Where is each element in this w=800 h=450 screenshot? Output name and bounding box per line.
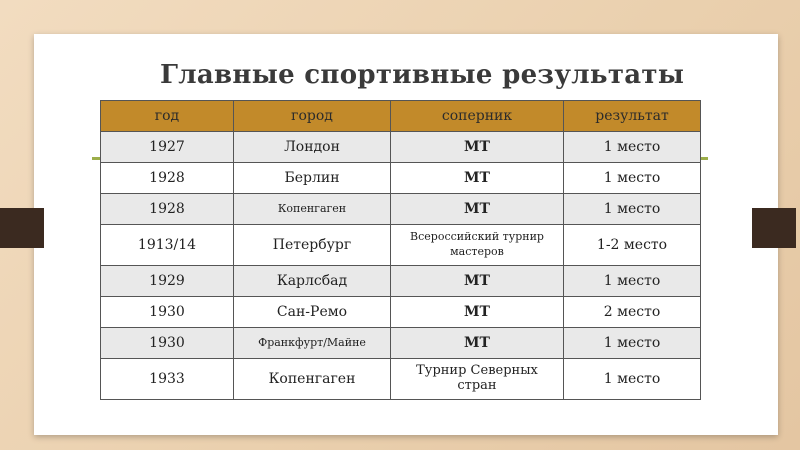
cell-year: 1913/14: [101, 225, 234, 266]
cell-city: Франкфурт/Майне: [234, 328, 391, 359]
table-header-row: [101, 101, 701, 132]
cell-result: 1 место: [564, 359, 701, 400]
cell-result: 1-2 место: [564, 225, 701, 266]
cell-city: Карлсбад: [234, 266, 391, 297]
cell-year: 1928: [101, 194, 234, 225]
cell-city: Берлин: [234, 163, 391, 194]
cell-result: 1 место: [564, 132, 701, 163]
header-city: город: [234, 101, 391, 132]
cell-city: Лондон: [234, 132, 391, 163]
left-decor-tab: [0, 208, 44, 248]
table-row: [101, 297, 701, 328]
cell-year: 1927: [101, 132, 234, 163]
cell-opponent: МТ: [391, 132, 564, 163]
cell-result: 1 место: [564, 328, 701, 359]
cell-year: 1928: [101, 163, 234, 194]
table-row: [101, 359, 701, 400]
cell-city: Копенгаген: [234, 194, 391, 225]
cell-year: 1929: [101, 266, 234, 297]
cell-year: 1930: [101, 297, 234, 328]
cell-city: Сан-Ремо: [234, 297, 391, 328]
cell-year: 1930: [101, 328, 234, 359]
cell-opponent: Турнир Северных стран: [391, 359, 564, 400]
cell-year: 1933: [101, 359, 234, 400]
cell-opponent: МТ: [391, 266, 564, 297]
header-opponent: соперник: [391, 101, 564, 132]
cell-result: 1 место: [564, 163, 701, 194]
results-table: [100, 100, 701, 400]
cell-city: Петербург: [234, 225, 391, 266]
right-decor-tab: [752, 208, 796, 248]
table-row: [101, 266, 701, 297]
table-row: [101, 194, 701, 225]
header-result: результат: [564, 101, 701, 132]
cell-opponent: МТ: [391, 328, 564, 359]
cell-opponent: МТ: [391, 297, 564, 328]
cell-result: 1 место: [564, 266, 701, 297]
cell-opponent: Всероссийский турнир мастеров: [391, 225, 564, 266]
slide-title: Главные спортивные результаты: [160, 60, 685, 90]
cell-city: Копенгаген: [234, 359, 391, 400]
header-year: год: [101, 101, 234, 132]
cell-opponent: МТ: [391, 163, 564, 194]
table-row: [101, 225, 701, 266]
table-row: [101, 163, 701, 194]
table-row: [101, 328, 701, 359]
table-row: [101, 132, 701, 163]
cell-result: 1 место: [564, 194, 701, 225]
cell-result: 2 место: [564, 297, 701, 328]
cell-opponent: МТ: [391, 194, 564, 225]
